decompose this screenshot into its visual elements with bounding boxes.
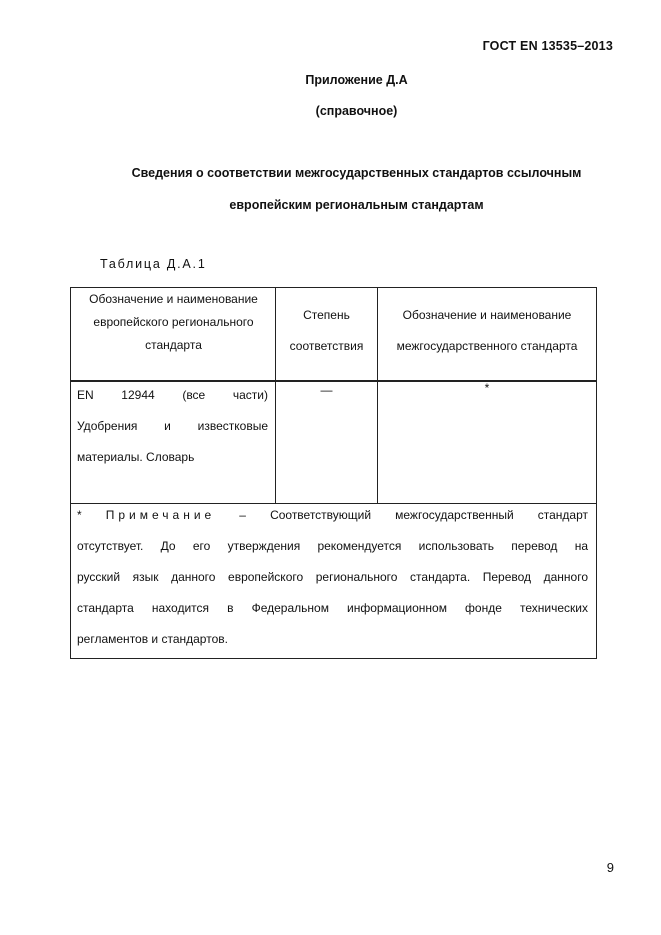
header-cell-degree [276,300,377,362]
cell-line: EN 12944 (все части) [77,388,268,402]
table-cell-degree: — [320,383,333,397]
header-cell-line: межгосударственного стандарта [396,339,578,353]
annex-heading-line-1: Сведения о соответствии межгосударственных стандартов ссылочным [131,166,582,180]
annex-heading-line-2: европейским региональным стандартам [229,198,484,212]
table-cell-interstate-standard: * [484,381,490,395]
header-cell-line: Степень [303,308,350,322]
header-cell-line: Обозначение и наименование [89,292,258,306]
note-marker: * [77,508,82,522]
table-caption: Таблица Д.А.1 [100,257,207,271]
note-line: стандарта находится в Федеральном информационном фонде технических [77,601,588,615]
note-line: отсутствует. До его утверждения рекомендуется использовать перевод на [77,539,588,553]
note-line-last: регламентов и стандартов. [77,632,228,646]
header-cell-interstate-standard [379,300,595,362]
header-cell-line: соответствия [289,339,364,353]
cell-line: материалы. Словарь [77,450,195,464]
table-note [77,500,588,655]
table-border-bottom [70,658,597,659]
document-code: ГОСТ EN 13535–2013 [482,39,613,53]
table-border-right [596,287,597,659]
header-cell-european-standard [72,288,275,357]
header-cell-line: европейского регионального [93,315,254,329]
annex-subtitle: (справочное) [315,104,398,118]
table-column-divider-2 [377,287,378,504]
note-line-first [77,500,588,531]
note-line: русский язык данного европейского регионального стандарта. Перевод данного [77,570,588,584]
note-label: Примечание [105,508,216,522]
note-dash: – [239,508,246,522]
header-cell-line: Обозначение и наименование [402,308,572,322]
annex-title: Приложение Д.А [305,73,408,87]
page-number: 9 [606,860,614,875]
header-cell-line: стандарта [145,338,202,352]
table-cell-european-standard [77,380,268,473]
cell-line: Удобрения и известковые [77,419,268,433]
note-text: Соответствующий межгосударственный стандарт [270,508,588,522]
table-border-left [70,287,71,659]
